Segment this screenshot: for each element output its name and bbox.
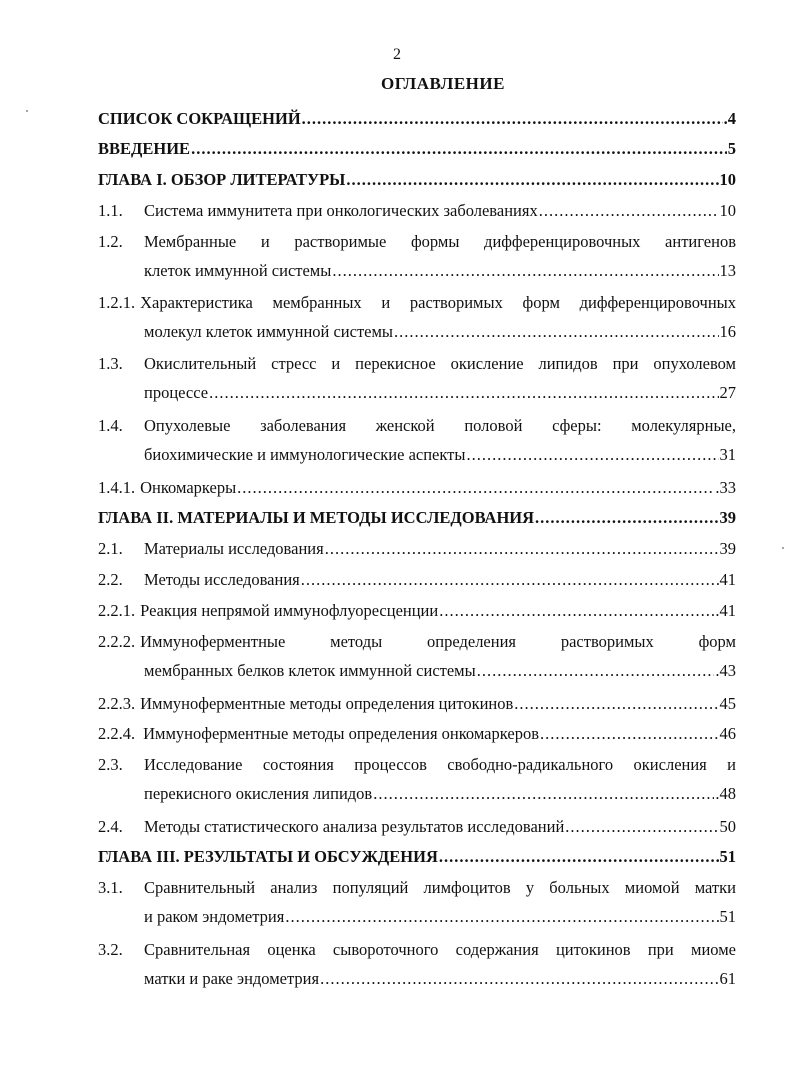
scan-speck: [26, 110, 28, 112]
dot-leader: [514, 689, 718, 718]
toc-page-number: .33: [715, 478, 736, 497]
dot-leader: [346, 165, 718, 194]
toc-entry-2-2-2[interactable]: [98, 627, 736, 685]
toc-section-number: 3.1.: [98, 878, 123, 897]
toc-section-number: 1.4.: [98, 416, 123, 435]
dot-leader: [373, 779, 714, 808]
toc-entry-text-line1: Иммуноферментные методы определения растворимых форм: [140, 632, 736, 651]
toc-page-number: 46: [719, 724, 736, 743]
toc-entry-introduction[interactable]: [98, 134, 736, 163]
toc-section-number: 2.2.2.: [98, 632, 136, 651]
toc-page-number: 61: [719, 969, 736, 988]
dot-leader: [535, 503, 718, 532]
toc-page-number: 50: [719, 817, 736, 836]
dot-leader: [325, 534, 719, 563]
toc-entry-text: ГЛАВА III. РЕЗУЛЬТАТЫ И ОБСУЖДЕНИЯ: [98, 847, 438, 866]
toc-section-number: 1.1.: [98, 201, 123, 220]
dot-leader: [237, 473, 714, 502]
toc-page-number: 16: [719, 322, 736, 341]
scan-speck: [782, 547, 784, 549]
dot-leader: [539, 196, 719, 225]
dot-leader: [477, 656, 715, 685]
toc-section-number: 1.2.: [98, 232, 123, 251]
toc-entry-text-line1: Опухолевые заболевания женской половой сферы: молекулярные,: [144, 416, 736, 435]
toc-entry-text: Реакция непрямой иммунофлуоресценции: [140, 601, 439, 620]
toc-section-number: 1.3.: [98, 354, 123, 373]
toc-entry-text-line1: Мембранные и растворимые формы дифференцировочных антигенов: [144, 232, 736, 251]
toc-entry-2-2[interactable]: [98, 565, 736, 594]
toc-entry-text: ГЛАВА I. ОБЗОР ЛИТЕРАТУРЫ: [98, 170, 346, 189]
toc-entry-1-4[interactable]: [98, 411, 736, 469]
toc-entry-chapter-2[interactable]: [98, 503, 736, 532]
toc-section-number: 2.2.4.: [98, 724, 136, 743]
toc-page-number: 39: [719, 508, 736, 527]
toc-entry-text-line1: Характеристика мембранных и растворимых форм дифференцировочных: [140, 293, 736, 312]
toc-page-number: 5: [727, 139, 736, 158]
toc-entry-3-2[interactable]: [98, 935, 736, 993]
toc-page-number: 51: [719, 847, 736, 866]
toc-entry-text-line2: процессе: [144, 383, 209, 402]
toc-entry-chapter-1[interactable]: [98, 165, 736, 194]
toc-entry-text-line1: Окислительный стресс и перекисное окисление липидов при опухолевом: [144, 354, 736, 373]
toc-entry-2-2-3[interactable]: [98, 689, 736, 718]
toc-page-number: .43: [715, 661, 736, 680]
toc-entry-text-line2: матки и раке эндометрия: [144, 969, 320, 988]
toc-entry-text-line1: Сравнительный анализ популяций лимфоцитов у больных миомой матки: [144, 878, 736, 897]
toc-page-number: .48: [715, 784, 736, 803]
toc-entry-text-line2: биохимические и иммунологические аспекты: [144, 445, 466, 464]
toc-page-number: 10: [719, 201, 736, 220]
toc-entry-text: Онкомаркеры: [140, 478, 237, 497]
toc-section-number: 3.2.: [98, 940, 123, 959]
toc-entry-1-2-1[interactable]: [98, 288, 736, 346]
toc-entry-chapter-3[interactable]: [98, 842, 736, 871]
toc-entry-text: СПИСОК СОКРАЩЕНИЙ: [98, 109, 301, 128]
toc-page-number: 27: [719, 383, 736, 402]
dot-leader: [540, 719, 719, 748]
toc-page-number: 39: [719, 539, 736, 558]
toc-page-number: 51: [719, 907, 736, 926]
toc-entry-2-3[interactable]: [98, 750, 736, 808]
toc-entry-2-1[interactable]: [98, 534, 736, 563]
toc-page-number: 45: [719, 694, 736, 713]
toc-entry-text: ВВЕДЕНИЕ: [98, 139, 191, 158]
toc-section-number: 2.3.: [98, 755, 123, 774]
toc-entry-1-3[interactable]: [98, 349, 736, 407]
toc-section-number: 1.4.1.: [98, 478, 136, 497]
toc-entry-text: Иммуноферментные методы определения онкомаркеров: [143, 724, 539, 743]
toc-entry-text-line2: молекул клеток иммунной системы: [144, 322, 394, 341]
toc-section-number: 2.4.: [98, 817, 123, 836]
toc-entry-text: Методы исследования: [144, 570, 300, 589]
toc-page-number: 10: [719, 170, 736, 189]
dot-leader: [209, 378, 718, 407]
toc-entry-text: Методы статистического анализа результатов исследований: [144, 817, 565, 836]
toc-entry-1-4-1[interactable]: [98, 473, 736, 502]
dot-leader: [301, 565, 719, 594]
dot-leader: [565, 812, 718, 841]
toc-entry-1-1[interactable]: [98, 196, 736, 225]
toc-section-number: 2.2.3.: [98, 694, 136, 713]
toc-entry-text-line2: клеток иммунной системы: [144, 261, 332, 280]
toc-entry-text: ГЛАВА II. МАТЕРИАЛЫ И МЕТОДЫ ИССЛЕДОВАНИЯ: [98, 508, 535, 527]
toc-entry-2-2-1[interactable]: [98, 596, 736, 625]
toc-entry-abbreviations[interactable]: [98, 104, 736, 133]
toc-entry-text: Материалы исследования: [144, 539, 324, 558]
toc-section-number: 2.2.1.: [98, 601, 136, 620]
toc-page-number: 41: [719, 570, 736, 589]
toc-section-number: 2.2.: [98, 570, 123, 589]
toc-entry-text-line2: мембранных белков клеток иммунной системы: [144, 661, 476, 680]
dot-leader: [302, 104, 723, 133]
dot-leader: [394, 317, 718, 346]
dot-leader: [439, 842, 719, 871]
toc-entry-1-2[interactable]: [98, 227, 736, 285]
toc-entry-text-line2: и раком эндометрия: [144, 907, 285, 926]
page-number: 2: [393, 46, 401, 63]
toc-page-number: .4: [723, 109, 736, 128]
dot-leader: [285, 902, 718, 931]
toc-entry-text-line1: Сравнительная оценка сывороточного содержания цитокинов при миоме: [144, 940, 736, 959]
toc-entry-text: Иммуноферментные методы определения цитокинов: [140, 694, 514, 713]
toc-entry-text: Система иммунитета при онкологических заболеваниях: [144, 201, 538, 220]
toc-section-number: 2.1.: [98, 539, 123, 558]
dot-leader: [332, 256, 718, 285]
dot-leader: [320, 964, 718, 993]
dot-leader: [439, 596, 714, 625]
toc-page-number: .41: [715, 601, 736, 620]
toc-entry-text-line1: Исследование состояния процессов свободно-радикального окисления и: [144, 755, 736, 774]
dot-leader: [191, 134, 727, 163]
toc-title: ОГЛАВЛЕНИЕ: [381, 74, 505, 93]
toc-entry-2-4[interactable]: [98, 812, 736, 841]
toc-page-number: 13: [719, 261, 736, 280]
dot-leader: [466, 440, 718, 469]
toc-entry-text-line2: перекисного окисления липидов: [144, 784, 373, 803]
toc-entry-3-1[interactable]: [98, 873, 736, 931]
toc-entry-2-2-4[interactable]: [98, 719, 736, 748]
toc-page-number: 31: [719, 445, 736, 464]
toc-section-number: 1.2.1.: [98, 293, 136, 312]
